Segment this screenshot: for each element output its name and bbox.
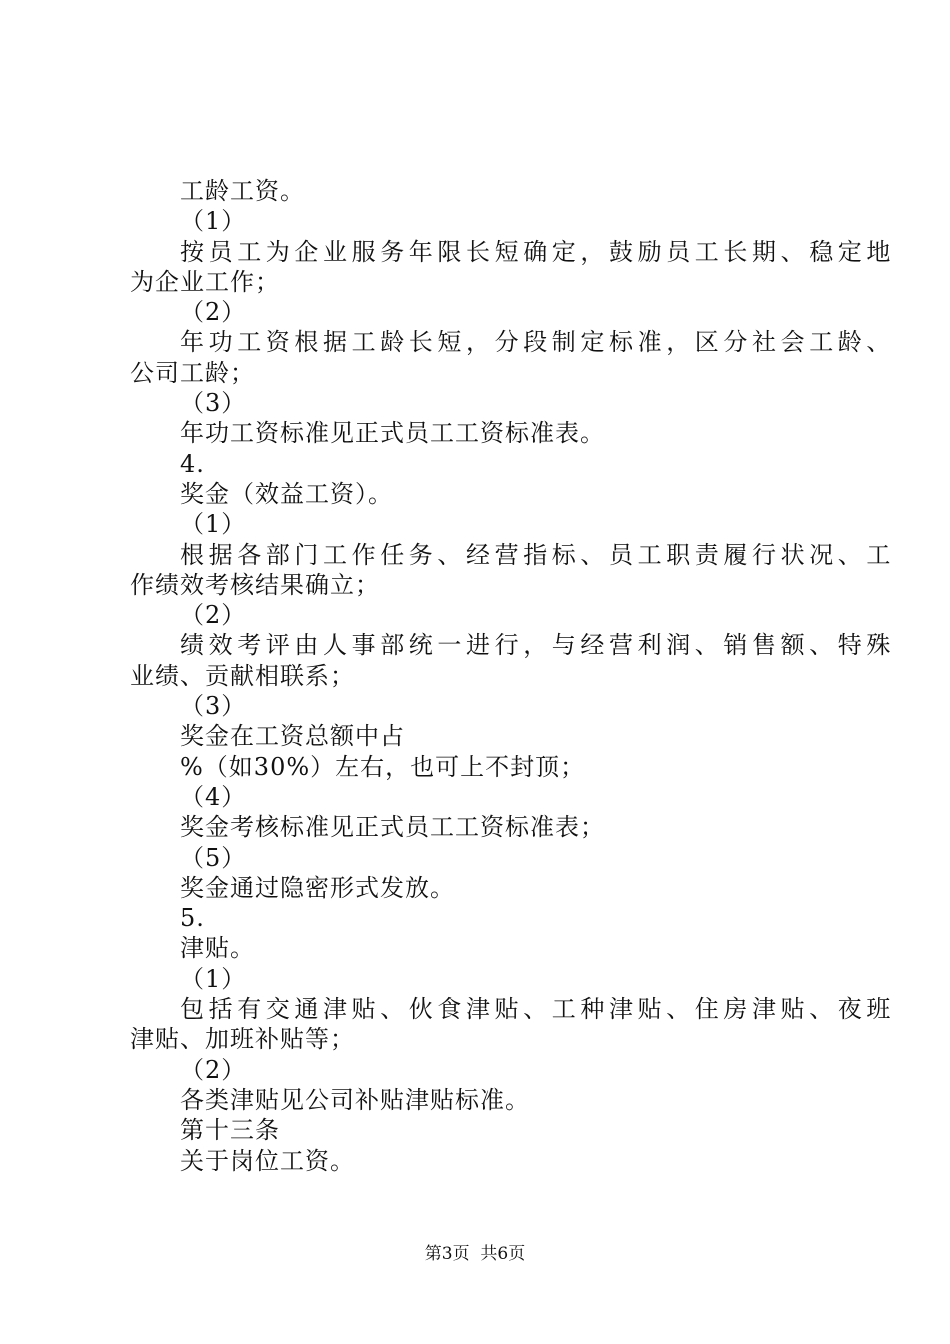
page-footer [0,1243,950,1265]
text-line: 业绩、贡献相联系； [130,661,355,690]
text-line: 年功工资根据工龄长短，分段制定标准，区分社会工龄、 [180,328,895,357]
text-line: 作绩效考核结果确立； [130,570,380,599]
text-line: %（如30%）左右，也可上不封顶； [180,752,586,781]
text-line: （1） [180,964,247,993]
text-line: （4） [180,782,247,811]
text-line: 奖金（效益工资）。 [180,479,393,508]
document-body [130,176,895,1176]
text-line: 根据各部门工作任务、经营指标、员工职责履行状况、工 [180,540,895,569]
text-line: 绩效考评由人事部统一进行，与经营利润、销售额、特殊 [180,631,895,660]
text-line: 4. [180,449,205,478]
text-line: 奖金考核标准见正式员工工资标准表； [180,813,605,842]
text-line: （2） [180,298,247,327]
text-line: （2） [180,601,247,630]
text-line: 5. [180,904,205,933]
text-line: 第十三条 [180,1116,280,1145]
text-line: 关于岗位工资。 [180,1146,355,1175]
text-line: 工龄工资。 [180,177,305,205]
text-line: （1） [180,207,247,236]
text-line: （5） [180,843,247,872]
text-line: 公司工龄； [130,358,255,387]
text-line: 奖金在工资总额中占 [180,722,405,751]
page-number: 第3页 共6页 [424,1244,526,1264]
text-line: 奖金通过隐密形式发放。 [180,873,455,902]
text-line: （2） [180,1055,247,1084]
text-line: 津贴、加班补贴等； [130,1025,355,1054]
text-line: （3） [180,389,247,418]
text-line: 为企业工作； [130,267,280,296]
text-line: 按员工为企业服务年限长短确定，鼓励员工长期、稳定地 [180,237,895,266]
text-line: 津贴。 [180,934,255,963]
text-line: 各类津贴见公司补贴津贴标准。 [180,1085,530,1114]
text-line: （3） [180,692,247,721]
text-line: 年功工资标准见正式员工工资标准表。 [180,419,605,448]
text-line: 包括有交通津贴、伙食津贴、工种津贴、住房津贴、夜班 [180,995,895,1024]
text-line: （1） [180,510,247,539]
